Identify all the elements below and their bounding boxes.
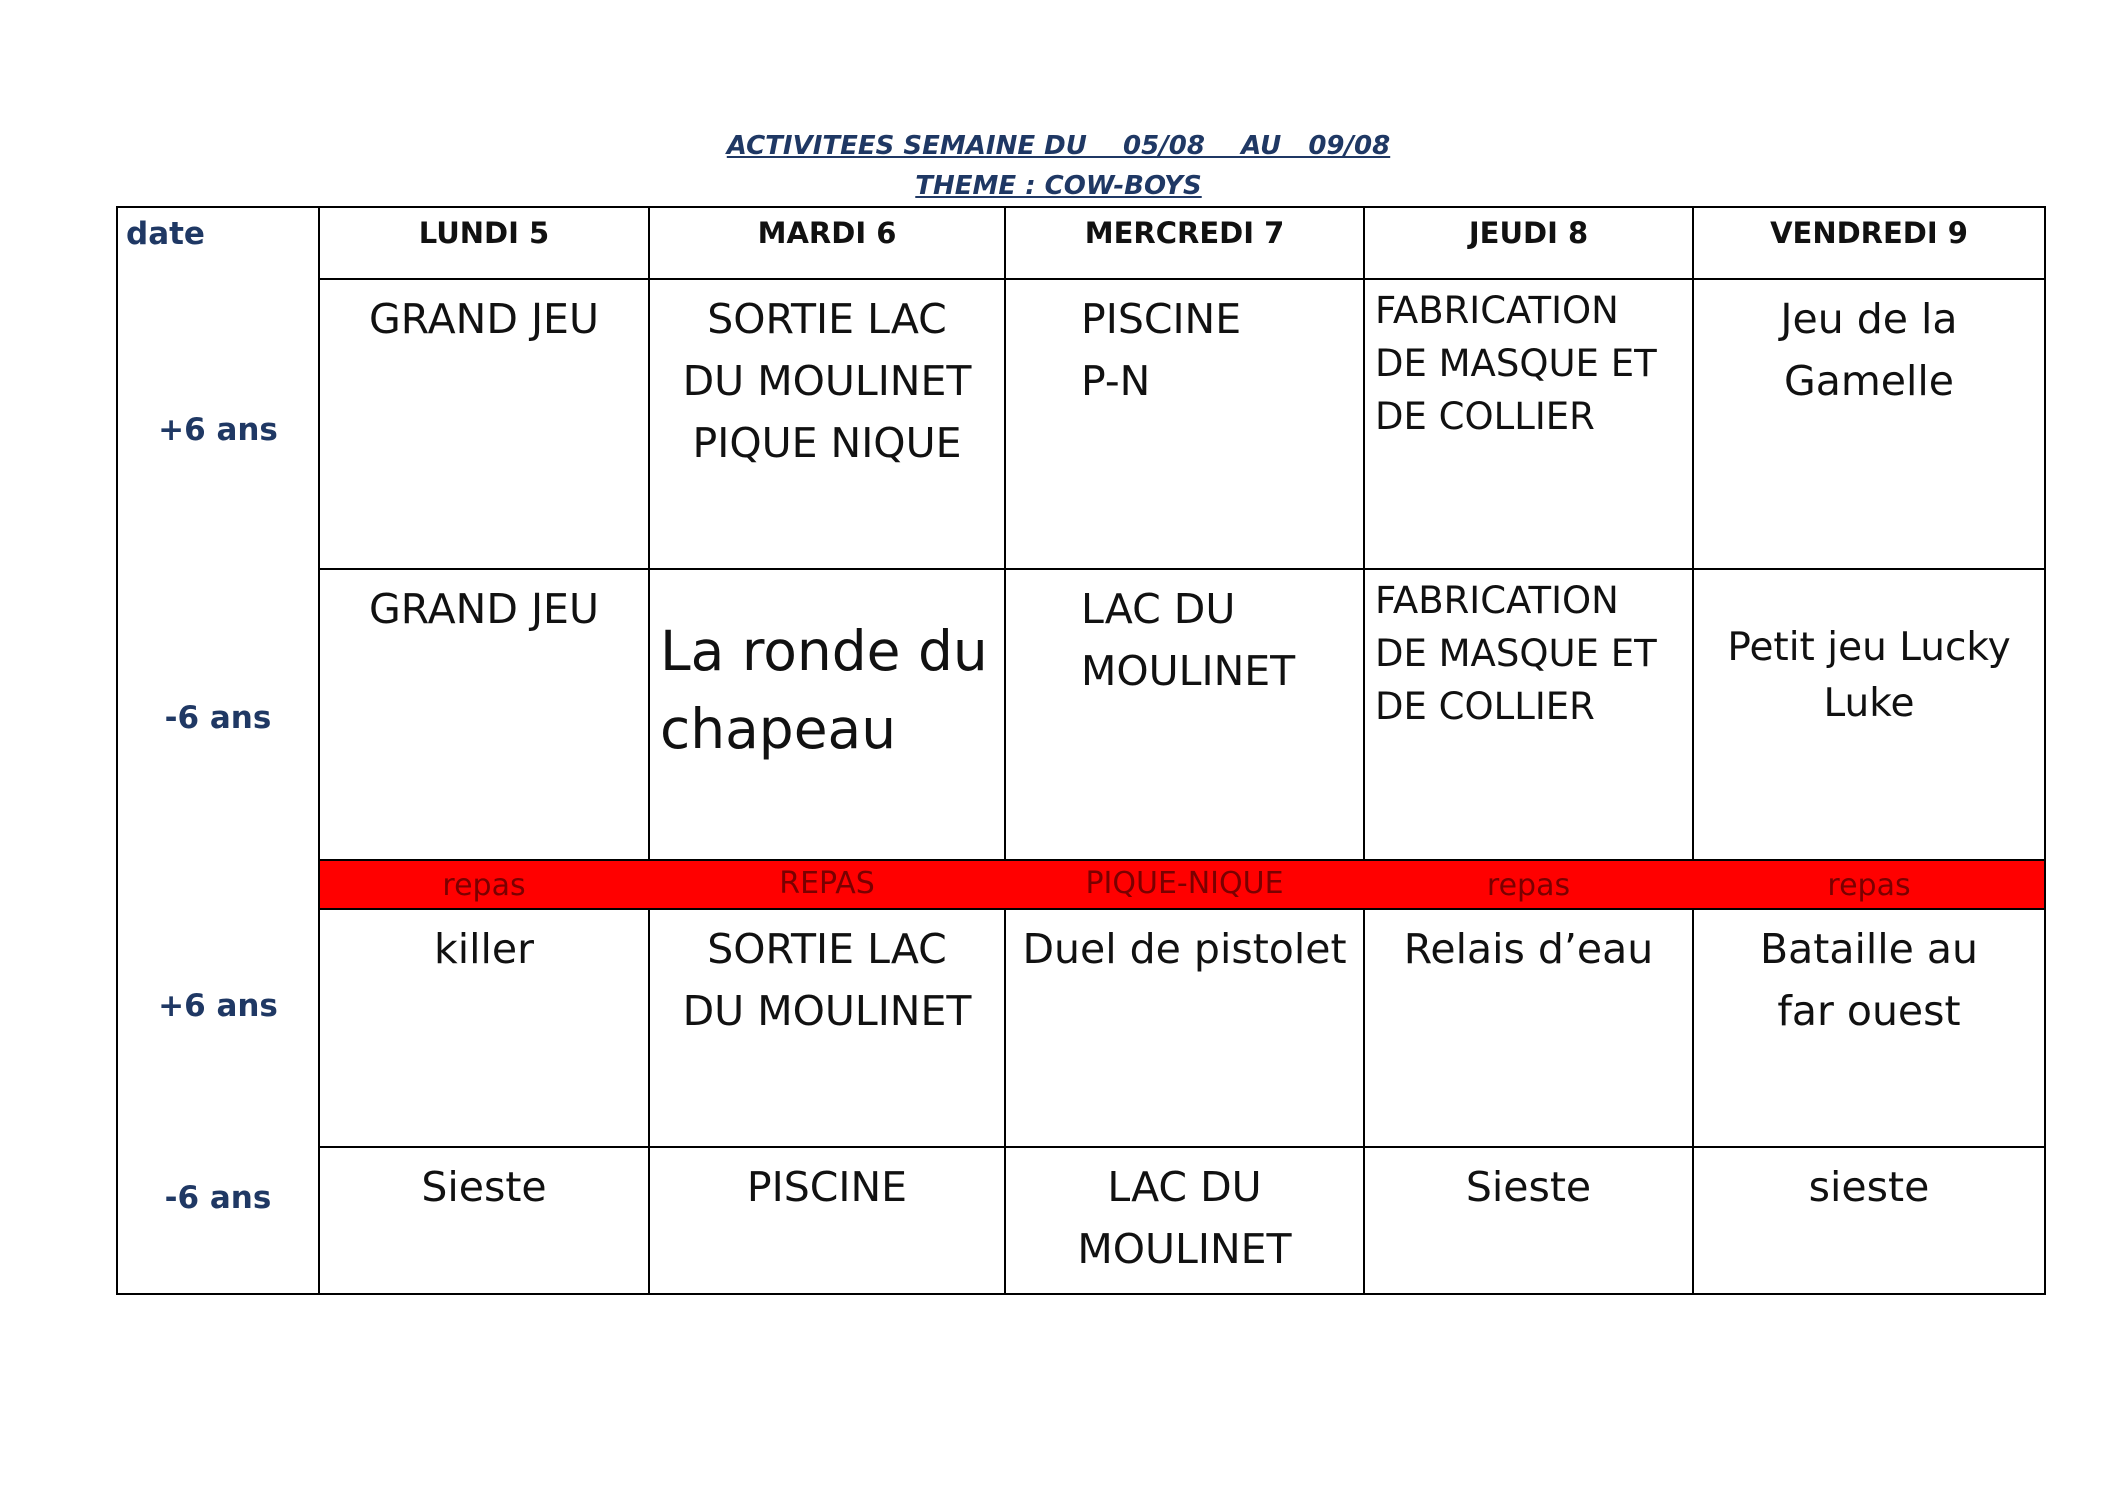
corner-label: date	[126, 216, 205, 252]
activity-cell: GRAND JEU	[369, 585, 599, 633]
day-header-jeudi: JEUDI 8	[1468, 216, 1589, 250]
table-border-right	[2044, 206, 2046, 1295]
meal-label: repas	[1827, 868, 1911, 903]
activity-cell: PISCINE P-N	[1081, 295, 1242, 405]
meal-label: repas	[442, 868, 526, 903]
activity-cell: FABRICATION DE MASQUE ET DE COLLIER	[1375, 579, 1657, 728]
activity-cell: Petit jeu Lucky Luke	[1727, 625, 2011, 726]
activity-cell: PISCINE	[746, 1163, 908, 1211]
day-header-mardi: MARDI 6	[757, 216, 897, 250]
activity-cell: killer	[434, 925, 534, 973]
title-theme: THEME : COW-BOYS	[915, 171, 1202, 201]
activity-cell: LAC DU MOULINET	[1081, 585, 1296, 695]
activity-cell: SORTIE LAC DU MOULINET PIQUE NIQUE	[682, 295, 972, 467]
activity-cell: La ronde du chapeau	[660, 619, 988, 761]
meal-label: REPAS	[779, 866, 875, 901]
table-border-left	[116, 206, 118, 1295]
day-header-lundi: LUNDI 5	[418, 216, 550, 250]
activity-cell: Jeu de la Gamelle	[1780, 295, 1958, 405]
activity-cell: Duel de pistolet	[1022, 925, 1347, 973]
title-week: ACTIVITEES SEMAINE DU 05/08 AU 09/08	[726, 131, 1391, 161]
activity-cell: GRAND JEU	[369, 295, 599, 343]
activity-cell: Sieste	[1465, 1163, 1592, 1211]
row-label-over6-afternoon: +6 ans	[158, 988, 278, 1024]
row-label-under6-morning: -6 ans	[164, 700, 272, 736]
activity-cell: SORTIE LAC DU MOULINET	[682, 925, 972, 1035]
row-label-over6-morning: +6 ans	[158, 412, 278, 448]
meal-label: PIQUE-NIQUE	[1085, 866, 1284, 901]
day-header-vendredi: VENDREDI 9	[1770, 216, 1968, 250]
activity-cell: LAC DU MOULINET	[1077, 1163, 1292, 1273]
row-label-under6-afternoon: -6 ans	[164, 1180, 272, 1216]
table-border-bottom	[116, 1293, 2046, 1295]
activity-cell: Relais d’eau	[1403, 925, 1654, 973]
day-header-mercredi: MERCREDI 7	[1084, 216, 1285, 250]
activity-cell: Sieste	[421, 1163, 547, 1211]
page-title	[0, 126, 2117, 206]
activity-cell: sieste	[1808, 1163, 1930, 1211]
activity-cell: Bataille au far ouest	[1760, 925, 1978, 1035]
activity-cell: FABRICATION DE MASQUE ET DE COLLIER	[1375, 289, 1657, 438]
meal-label: repas	[1486, 868, 1571, 903]
